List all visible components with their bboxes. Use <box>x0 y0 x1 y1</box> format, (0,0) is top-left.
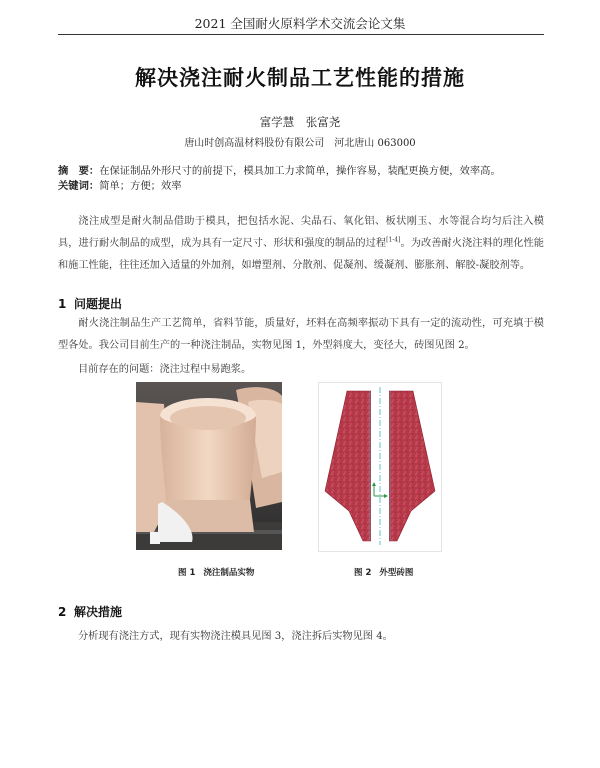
header-rule <box>58 34 544 35</box>
running-header: 2021 全国耐火原料学术交流会论文集 <box>194 16 406 31</box>
intro-citation: [1-4] <box>386 236 401 244</box>
article-authors: 富学慧 张富尧 <box>259 115 341 129</box>
section-2-title: 解决措施 <box>74 605 123 619</box>
keywords-label: 关键词： <box>58 180 100 192</box>
section-1-title: 问题提出 <box>74 297 123 311</box>
figure-1-caption <box>178 566 254 578</box>
section-2-number: 2 <box>58 605 67 619</box>
keywords-text: 简单；方便；效率 <box>99 180 182 192</box>
figure-2-number: 图 2 <box>354 568 372 578</box>
cast-product-photo <box>136 382 282 550</box>
figure-1-photo <box>136 382 282 550</box>
abstract <box>58 164 548 178</box>
figure-2-drawing <box>318 382 442 552</box>
keywords <box>58 179 548 193</box>
section-1-number: 1 <box>58 297 67 311</box>
section-2-paragraph: 分析现有浇注方式，现有实物浇注模具见图 3，浇注拆后实物见图 4。 <box>78 631 393 642</box>
section-1-problem-text: 目前存在的问题：浇注过程中易跑浆。 <box>78 364 252 375</box>
intro-text-continued: 。为改善耐火浇注料的理化性能和施工性能，往往还加入适量的外加剂，如增塑剂、分散剂、促凝剂、缓凝剂、膨胀剂、解胶-凝胶剂等。 <box>58 238 544 271</box>
section-1-heading <box>58 295 122 312</box>
figure-1-caption-text: 浇注制品实物 <box>203 568 255 578</box>
figure-2-caption-text: 外型砖图 <box>379 568 414 578</box>
article-title: 解决浇注耐火制品工艺性能的措施 <box>135 66 465 90</box>
intro-text: 浇注成型是耐火制品借助于模具，把包括水泥、尖晶石、氧化铝、板状刚玉、水等混合均匀后注入模具，进行耐火制品的成型，成为具有一定尺寸、形状和强度的制品的过程 <box>58 216 544 249</box>
intro-paragraph <box>58 211 544 277</box>
section-2-heading <box>58 603 122 620</box>
figure-2-caption <box>354 566 413 578</box>
section-1-paragraph: 耐火浇注制品生产工艺简单，省料节能，质量好，坯料在高频率振动下具有一定的流动性，可充填于模型各处。我公司目前生产的一种浇注制品，实物见图 1，外型斜度大，变径大，砖图见图 2。 <box>58 318 544 351</box>
abstract-text: 在保证制品外形尺寸的前提下，模具加工力求简单，操作容易，装配更换方便，效率高。 <box>99 165 501 177</box>
figure-1-number: 图 1 <box>178 568 196 578</box>
brick-outline-diagram <box>319 383 441 551</box>
abstract-label: 摘 要： <box>58 165 100 177</box>
article-affiliation: 唐山时创高温材料股份有限公司 河北唐山 063000 <box>184 138 416 149</box>
